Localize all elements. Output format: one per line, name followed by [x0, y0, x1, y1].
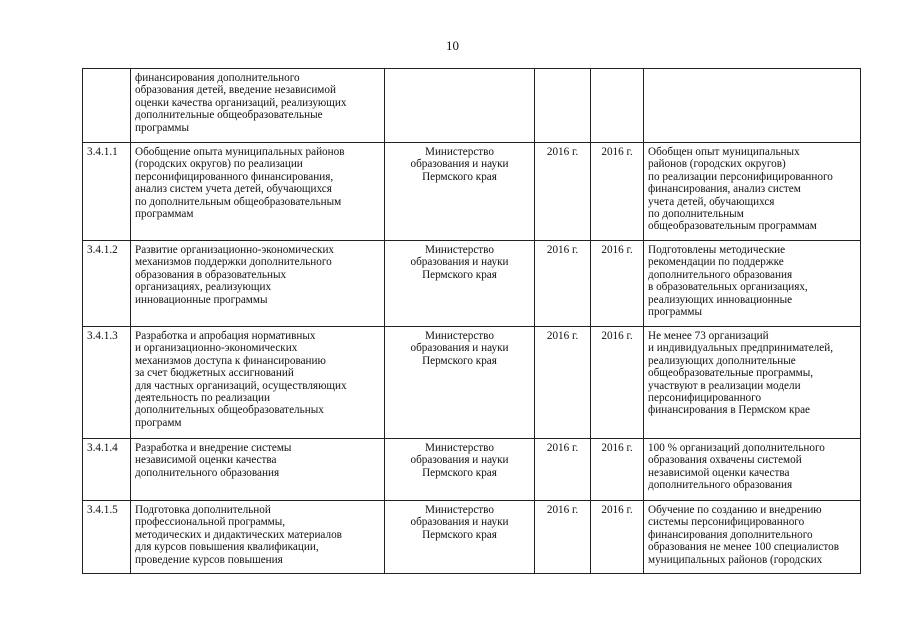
start-year-cell: 2016 г. — [535, 143, 591, 241]
start-year-cell: 2016 г. — [535, 501, 591, 574]
responsible-cell: Министерство образования и науки Пермского края — [385, 501, 535, 574]
start-year-cell: 2016 г. — [535, 327, 591, 439]
number-cell: 3.4.1.5 — [83, 501, 131, 574]
responsible-cell — [385, 69, 535, 143]
table-row — [83, 501, 861, 574]
end-year-cell: 2016 г. — [591, 143, 644, 241]
end-year-cell: 2016 г. — [591, 501, 644, 574]
responsible-cell: Министерство образования и науки Пермского края — [385, 143, 535, 241]
description-cell: Разработка и внедрение системы независимой оценки качества дополнительного образования — [131, 439, 385, 501]
table-row — [83, 439, 861, 501]
result-cell — [644, 69, 861, 143]
start-year-cell — [535, 69, 591, 143]
result-cell: 100 % организаций дополнительного образования охвачены системой независимой оценки качества дополнительного образования — [644, 439, 861, 501]
table-row — [83, 241, 861, 327]
description-cell: Разработка и апробация нормативных и организационно-экономических механизмов доступа к финансированию за счет бюджетных ассигнований для частных организаций, осуществляющих деятельность по реализации дополнительных общеобразовательных программ — [131, 327, 385, 439]
number-cell: 3.4.1.4 — [83, 439, 131, 501]
number-cell: 3.4.1.3 — [83, 327, 131, 439]
result-cell: Не менее 73 организаций и индивидуальных предпринимателей, реализующих дополнительные общеобразовательные программы, участвуют в реализации модели персонифицированного финансирования в Пермском крае — [644, 327, 861, 439]
end-year-cell — [591, 69, 644, 143]
description-cell: финансирования дополнительного образования детей, введение независимой оценки качества организаций, реализующих дополнительные общеобразовательные программы — [131, 69, 385, 143]
description-cell: Подготовка дополнительной профессиональной программы, методических и дидактических материалов для курсов повышения квалификации, проведение курсов повышения — [131, 501, 385, 574]
end-year-cell: 2016 г. — [591, 439, 644, 501]
responsible-cell: Министерство образования и науки Пермского края — [385, 241, 535, 327]
end-year-cell: 2016 г. — [591, 241, 644, 327]
plan-table — [82, 68, 861, 574]
description-cell: Развитие организационно-экономических механизмов поддержки дополнительного образования в образовательных организациях, реализующих инновационные программы — [131, 241, 385, 327]
result-cell: Обобщен опыт муниципальных районов (городских округов) по реализации персонифицированного финансирования, анализ систем учета детей, обучающихся по дополнительным общеобразовательным программам — [644, 143, 861, 241]
number-cell: 3.4.1.1 — [83, 143, 131, 241]
responsible-cell: Министерство образования и науки Пермского края — [385, 327, 535, 439]
table-row — [83, 327, 861, 439]
page-number: 10 — [446, 38, 459, 53]
start-year-cell: 2016 г. — [535, 439, 591, 501]
start-year-cell: 2016 г. — [535, 241, 591, 327]
result-cell: Подготовлены методические рекомендации по поддержке дополнительного образования в образовательных организациях, реализующих инновационные программы — [644, 241, 861, 327]
number-cell — [83, 69, 131, 143]
description-cell: Обобщение опыта муниципальных районов (городских округов) по реализации персонифицированного финансирования, анализ систем учета детей, обучающихся по дополнительным общеобразовательным программам — [131, 143, 385, 241]
table-row — [83, 143, 861, 241]
responsible-cell: Министерство образования и науки Пермского края — [385, 439, 535, 501]
number-cell: 3.4.1.2 — [83, 241, 131, 327]
result-cell: Обучение по созданию и внедрению системы персонифицированного финансирования дополнительного образования не менее 100 специалистов муниципальных районов (городских — [644, 501, 861, 574]
table-row-continuation — [83, 69, 861, 143]
end-year-cell: 2016 г. — [591, 327, 644, 439]
